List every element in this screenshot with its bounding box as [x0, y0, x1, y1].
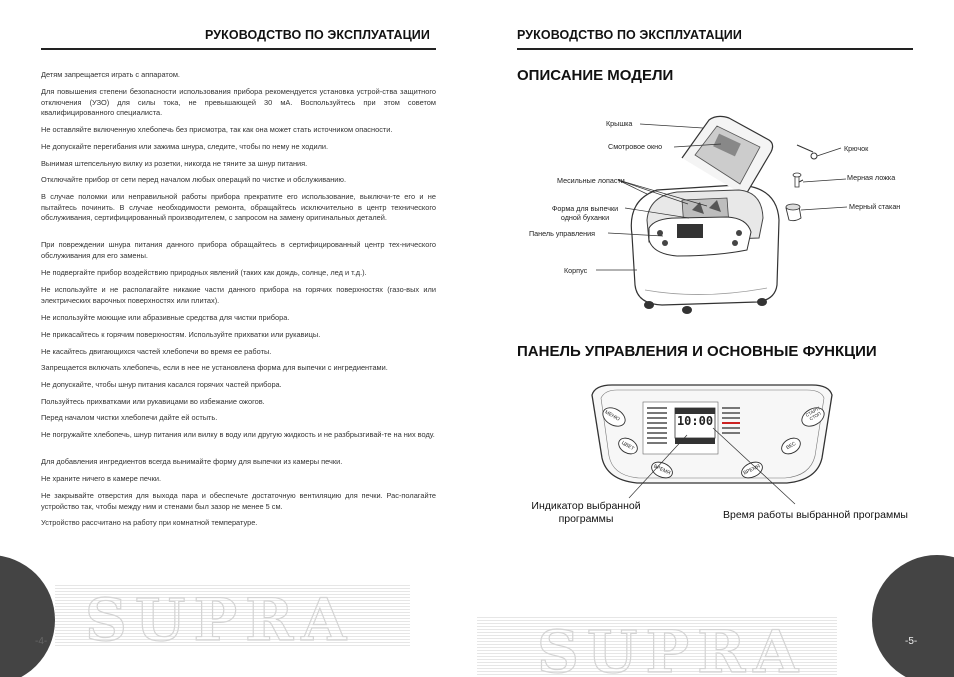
control-panel-title: ПАНЕЛЬ УПРАВЛЕНИЯ И ОСНОВНЫЕ ФУНКЦИИ	[517, 343, 877, 360]
instruction-paragraph: Не используйте моющие или абразивные средства для чистки прибора.	[41, 313, 290, 322]
right-page	[477, 0, 954, 677]
page-header: РУКОВОДСТВО ПО ЭКСПЛУАТАЦИИ	[517, 28, 742, 42]
supra-watermark: SUPRA	[85, 586, 355, 654]
page-number: -5-	[905, 636, 918, 647]
instruction-paragraph: Не храните ничего в камере печки.	[41, 474, 162, 483]
label-lid: Крышка	[606, 119, 633, 128]
page-header: РУКОВОДСТВО ПО ЭКСПЛУАТАЦИИ	[205, 28, 430, 42]
callout-time: Время работы выбранной программы	[723, 509, 908, 521]
corner-decoration	[872, 555, 954, 677]
header-rule	[41, 48, 436, 50]
weight-button-label: ВЕС	[785, 440, 798, 452]
label-paddles: Месильные лопасти	[557, 176, 625, 185]
instruction-paragraph: Для добавления ингредиентов всегда вынимайте форму для выпечки из камеры печки.	[41, 457, 343, 466]
label-cup: Мерный стакан	[849, 202, 901, 211]
start-stop-button-label: СТАРТ/СТОП	[804, 405, 822, 422]
page-number: -4-	[35, 636, 48, 647]
label-pan: Форма для выпечки одной буханки	[551, 204, 619, 222]
corner-decoration	[0, 555, 55, 677]
header-rule	[517, 48, 913, 50]
instruction-paragraph: Не допускайте перегибания или зажима шнура, следите, чтобы по нему не ходили.	[41, 142, 329, 151]
label-panel: Панель управления	[529, 229, 596, 238]
instruction-paragraph: При повреждении шнура питания данного прибора обращайтесь в сертифицированный центр тех-нического обслуживания для его замены.	[41, 240, 436, 260]
instruction-paragraph: Не подвергайте прибор воздействию природных явлений (таких как дождь, солнце, лед и т.д.).	[41, 268, 367, 277]
instruction-paragraph: Не оставляйте включенную хлебопечь без присмотра, так как она может стать источником опасности.	[41, 125, 393, 134]
time-down-button-label: ВРЕМЯ	[652, 463, 672, 477]
color-button-label: ЦВЕТ	[620, 440, 636, 452]
label-spoon: Мерная ложка	[847, 173, 896, 182]
label-body: Корпус	[564, 266, 588, 275]
instruction-paragraph: Не касайтесь двигающихся частей хлебопечи во время ее работы.	[41, 347, 272, 356]
instruction-paragraph: Детям запрещается играть с аппаратом.	[41, 70, 180, 79]
label-window: Смотровое окно	[608, 142, 663, 151]
control-panel-illustration	[477, 380, 954, 510]
instruction-paragraph: Отключайте прибор от сети перед началом любых операций по чистке и обслуживанию.	[41, 175, 347, 184]
model-description-title: ОПИСАНИЕ МОДЕЛИ	[517, 67, 674, 84]
instruction-paragraph: Не прикасайтесь к горячим поверхностям. Используйте прихватки или рукавицы.	[41, 330, 321, 339]
instruction-paragraph: Пользуйтесь прихватками или рукавицами во избежание ожогов.	[41, 397, 265, 406]
instruction-paragraph: Не используйте и не располагайте никакие части данного прибора на горячих поверхностях (газо-вых или электрических варочных поверхностях или плитах).	[41, 285, 436, 305]
instruction-paragraph: Вынимая штепсельную вилку из розетки, никогда не тяните за шнур питания.	[41, 159, 308, 168]
instruction-paragraph: Устройство рассчитано на работу при комнатной температуре.	[41, 518, 258, 527]
instruction-paragraph: В случае поломки или неправильной работы прибора прекратите его использование, выключи-те его и не пытайтесь починить. В случае необходимости ремонта, обращайтесь исключительно в центр технического обслуживания, сертифицированный производителем, с запросом на замену оригинальных деталей.	[41, 192, 436, 223]
callout-indicator: Индикатор выбранной программы	[531, 500, 641, 525]
instruction-paragraph: Запрещается включать хлебопечь, если в нее не установлена форма для выпечки с ингредиентами.	[41, 363, 388, 372]
instruction-paragraph: Перед началом чистки хлебопечи дайте ей остыть.	[41, 413, 218, 422]
time-up-button-label: ВРЕМЯ	[742, 463, 762, 477]
instruction-paragraph: Не закрывайте отверстия для выхода пара и обеспечьте достаточную вентиляцию для печки. Рас-полагайте устройство так, чтобы между ним и стенами был зазор не менее 5 см.	[41, 491, 436, 511]
instruction-paragraph: Не допускайте, чтобы шнур питания касался горячих частей прибора.	[41, 380, 282, 389]
label-hook: Крючок	[844, 144, 869, 153]
supra-watermark: SUPRA	[537, 618, 807, 677]
display-time: 10:00	[676, 414, 714, 428]
instruction-paragraph: Для повышения степени безопасности использования прибора рекомендуется установка устрой-ства защитного отключения (УЗО) для силы тока, не превышающей 30 мА. Воспользуйтесь при этом советом квалифицированного специалиста.	[41, 87, 436, 118]
menu-button-label: МЕНЮ	[603, 409, 621, 423]
instruction-paragraph: Не погружайте хлебопечь, шнур питания или вилку в воду или другую жидкость и не разбрызгивай-те на них воду.	[41, 430, 435, 439]
